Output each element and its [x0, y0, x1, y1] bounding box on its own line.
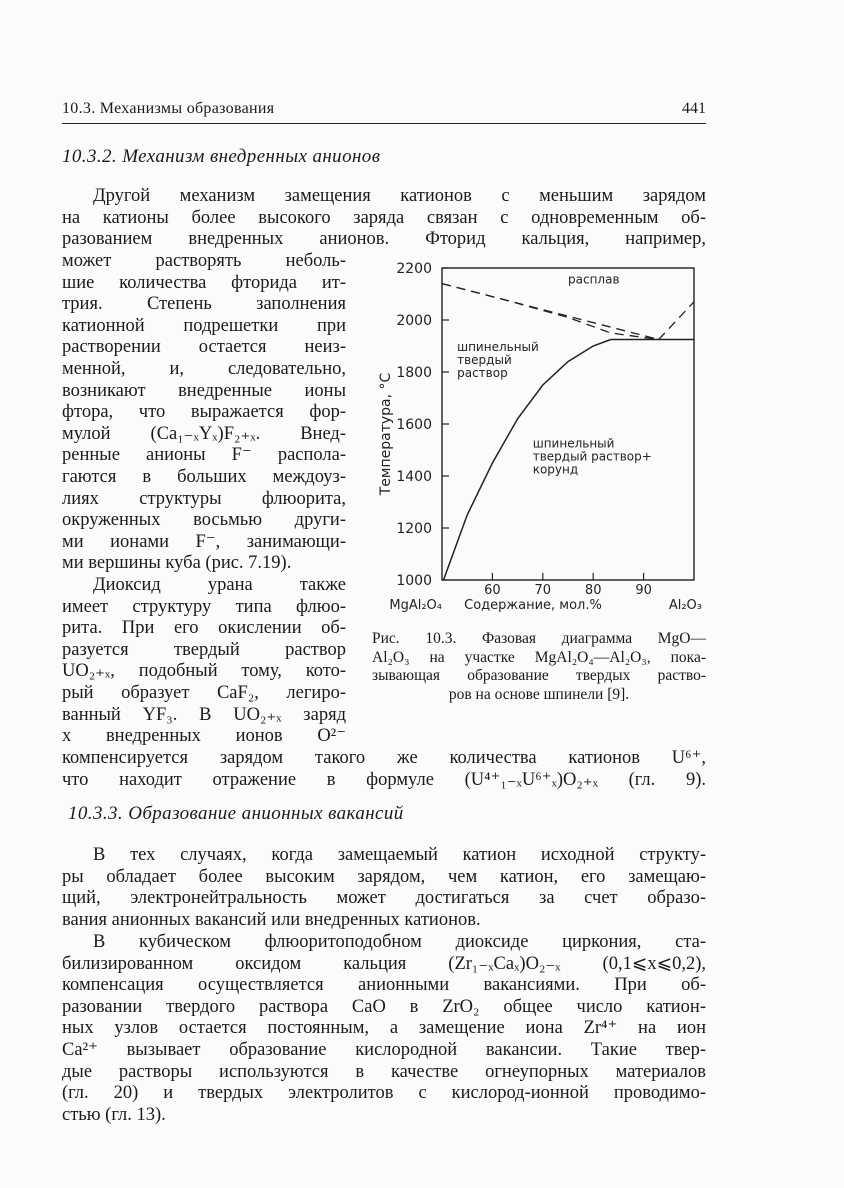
y-tick-label: 2200 — [396, 261, 432, 277]
text-line: стью (гл. 13). — [62, 1104, 166, 1125]
y-axis-label: Температура, °C — [378, 372, 394, 496]
phase-diagram-figure — [372, 252, 706, 622]
x-tick-label: 60 — [484, 583, 501, 598]
text-line: шие количества фторида ит- — [62, 272, 346, 293]
text-line: ренные анионы F⁻ распола- — [62, 445, 346, 466]
text-line: Ca²⁺ вызывает образование кислородной вакансии. Такие твер- — [62, 1039, 706, 1060]
text-line: имеет структуру типа флюо- — [62, 596, 346, 617]
text-line: что находит отражение в формуле (U⁴⁺₁₋ₓU⁶⁺ₓ)O₂₊ₓ (гл. 9). — [62, 769, 706, 790]
text-line: дые растворы используются в качестве огнеупорных материалов — [62, 1061, 706, 1082]
text-line: x внедренных ионов O²⁻ — [62, 726, 346, 747]
text-line: ры обладает более высоким зарядом, чем катион, его замещаю- — [62, 866, 706, 887]
x-axis-label: Содержание, мол.% — [464, 598, 602, 613]
y-tick-label: 1200 — [396, 521, 432, 537]
text-line: растворении остается неиз- — [62, 337, 346, 358]
region-label-line: твердый раствор+ — [532, 449, 652, 464]
text-line: катионной подрешетки при — [62, 315, 346, 336]
text-line: билизированном оксидом кальция (Zr₁₋ₓCaₓ)O₂₋ₓ (0,1⩽x⩽0,2), — [62, 953, 706, 974]
text-line: на катионы более высокого заряда связан с одновременным об- — [62, 207, 706, 228]
caption-line: Al₂O₃ на участке MgAl₂O₄—Al₂O₃, пока- — [372, 648, 706, 666]
page-number: 441 — [682, 100, 706, 117]
phase-diagram-chart — [372, 252, 706, 622]
text-line: UO₂₊ₓ, подобный тому, кото- — [62, 661, 346, 682]
region-label-line: твердый — [457, 353, 512, 368]
paragraph-1-full — [62, 186, 706, 251]
text-line: Диоксид урана также — [93, 575, 346, 595]
x-tick-label: 90 — [635, 583, 652, 598]
text-line: ми вершины куба (рис. 7.19). — [62, 553, 292, 574]
running-head-section: 10.3. Механизмы образования — [62, 100, 275, 117]
plot-frame — [442, 268, 694, 580]
y-tick-label: 1800 — [396, 365, 432, 381]
text-line: менной, и, следовательно, — [62, 358, 346, 379]
text-line: фтора, что выражается фор- — [62, 402, 346, 423]
region-label-line: корунд — [532, 462, 579, 477]
text-line: рита. При его окислении об- — [62, 618, 346, 639]
text-line: разованием внедренных анионов. Фторид кальция, например, — [62, 229, 706, 250]
x-tick-label: 80 — [584, 583, 602, 598]
text-line: щий, электронейтральность может достигаться за счет образо- — [62, 888, 706, 909]
section-title-10-3-2: 10.3.2. Механизм внедренных анионов — [62, 146, 381, 167]
caption-line: зывающая образование твердых раство- — [372, 667, 706, 684]
region-label-line: расплав — [568, 272, 620, 287]
region-label — [457, 340, 539, 380]
text-line: трия. Степень заполнения — [62, 294, 346, 315]
text-line: рый образует CaF₂, легиро- — [62, 682, 346, 703]
text-line: разуется твердый раствор — [62, 639, 346, 660]
x-tick-label: 70 — [534, 583, 552, 598]
text-line: Другой механизм замещения катионов с меньшим зарядом — [93, 186, 706, 206]
region-label-line: шпинельный — [532, 436, 615, 451]
text-line: В тех случаях, когда замещаемый катион исходной структу- — [93, 845, 706, 865]
paragraph-2-full — [62, 748, 706, 791]
text-line: компенсация осуществляется анионными вакансиями. При об- — [62, 975, 706, 996]
text-line: компенсируется зарядом такого же количества катионов U⁶⁺, — [62, 748, 706, 768]
caption-line: Рис. 10.3. Фазовая диаграмма MgO— — [372, 630, 706, 647]
y-tick-label: 2000 — [396, 313, 432, 329]
paragraph-1-column — [62, 251, 346, 575]
region-label — [568, 273, 620, 287]
paragraph-3 — [62, 845, 706, 931]
y-tick-label: 1400 — [396, 469, 432, 485]
caption-line: ров на основе шпинели [9]. — [448, 685, 630, 703]
text-line: мулой (Ca₁₋ₓYₓ)F₂₊ₓ. Внед- — [62, 423, 346, 444]
text-line: лиях структуры флюорита, — [62, 488, 346, 509]
header-rule — [62, 123, 706, 124]
region-label — [533, 436, 652, 476]
paragraph-2-column — [62, 575, 346, 748]
text-line: ванный YF₃. В UO₂₊ₓ заряд — [62, 704, 346, 725]
region-label-line: шпинельный — [457, 340, 539, 355]
liquidus-dashed-line — [659, 302, 694, 340]
figure-caption — [372, 630, 706, 704]
running-head — [62, 98, 706, 122]
text-line: ных узлов остается постоянным, а замещение иона Zr⁴⁺ на ион — [62, 1018, 706, 1039]
text-line: гаются в больших междоуз- — [62, 466, 346, 487]
text-line: возникают внедренные ионы — [62, 380, 346, 401]
text-line: (гл. 20) и твердых электролитов с кислород-ионной проводимо- — [62, 1083, 706, 1104]
x-right-end-label: Al₂O₃ — [668, 598, 702, 613]
section-title-10-3-3: 10.3.3. Образование анионных вакансий — [68, 803, 404, 824]
text-line: В кубическом флюоритоподобном диоксиде циркония, ста- — [93, 932, 706, 952]
y-tick-label: 1000 — [396, 573, 432, 589]
text-line: разовании твердого раствора CaO в ZrO₂ общее число катион- — [62, 996, 706, 1017]
paragraph-4 — [62, 932, 706, 1126]
text-line: ми ионами F⁻, занимающи- — [62, 531, 346, 552]
region-label-line: раствор — [457, 366, 508, 381]
text-line: вания анионных вакансий или внедренных катионов. — [62, 909, 481, 930]
x-left-end-label: MgAl₂O₄ — [389, 598, 442, 613]
text-line: может растворять неболь- — [62, 251, 346, 271]
y-tick-label: 1600 — [396, 417, 432, 433]
text-line: окруженных восьмью други- — [62, 510, 346, 531]
